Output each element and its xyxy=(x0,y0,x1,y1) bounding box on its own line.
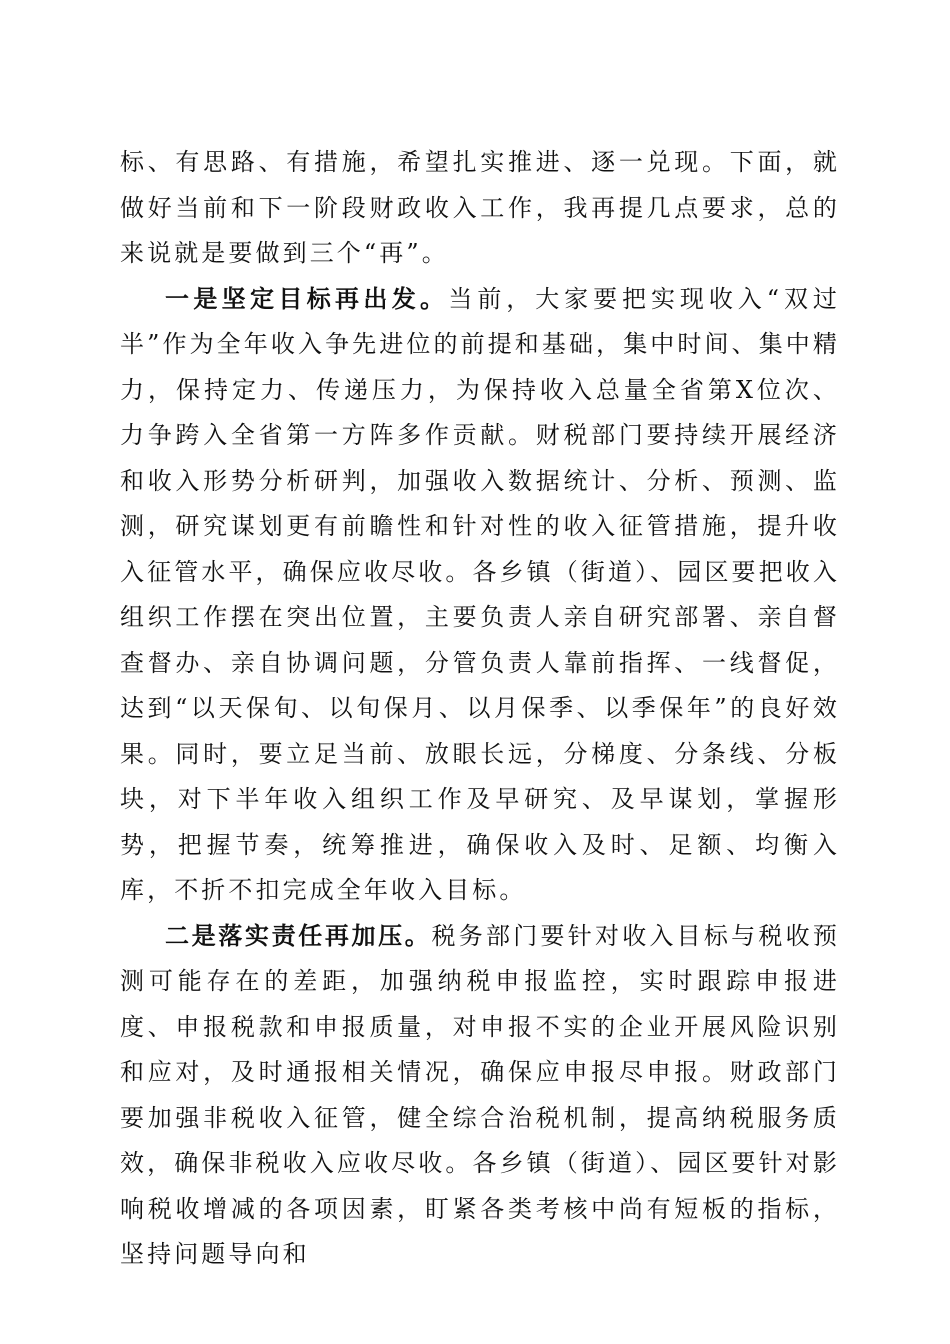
document-body xyxy=(120,140,840,1278)
paragraph-goal xyxy=(120,277,840,914)
paragraph-responsibility-text: 税务部门要针对收入目标与税收预测可能存在的差距，加强纳税申报监控，实时跟踪申报进度、申报税款和申报质量，对申报不实的企业开展风险识别和应对，及时通报相关情况，确保应申报尽申报。财政部门要加强非税收入征管，健全综合治税机制，提高纳税服务质效，确保非税收入应收尽收。各乡镇（街道）、园区要针对影响税收增减的各项因素，盯紧各类考核中尚有短板的指标，坚持问题导向和 xyxy=(120,921,841,1268)
paragraph-intro xyxy=(120,140,840,277)
paragraph-responsibility xyxy=(120,914,840,1278)
paragraph-goal-text: 当前，大家要把实现收入“双过半”作为全年收入争先进位的前提和基础，集中时间、集中精力，保持定力、传递压力，为保持收入总量全省第X位次、力争跨入全省第一方阵多作贡献。财税部门要持续开展经济和收入形势分析研判，加强收入数据统计、分析、预测、监测，研究谋划更有前瞻性和针对性的收入征管措施，提升收入征管水平，确保应收尽收。各乡镇（街道）、园区要把收入组织工作摆在突出位置，主要负责人亲自研究部署、亲自督查督办、亲自协调问题，分管负责人靠前指挥、一线督促，达到“以天保旬、以旬保月、以月保季、以季保年”的良好效果。同时，要立足当前、放眼长远，分梯度、分条线、分板块，对下半年收入组织工作及早研究、及早谋划，掌握形势，把握节奏，统筹推进，确保收入及时、足额、均衡入库，不折不扣完成全年收入目标。 xyxy=(120,284,840,904)
paragraph-responsibility-lead: 二是落实责任再加压。 xyxy=(165,921,432,950)
paragraph-intro-text: 标、有思路、有措施，希望扎实推进、逐一兑现。下面，就做好当前和下一阶段财政收入工作，我再提几点要求，总的来说就是要做到三个“再”。 xyxy=(120,148,840,267)
paragraph-goal-lead: 一是坚定目标再出发。 xyxy=(165,284,449,313)
